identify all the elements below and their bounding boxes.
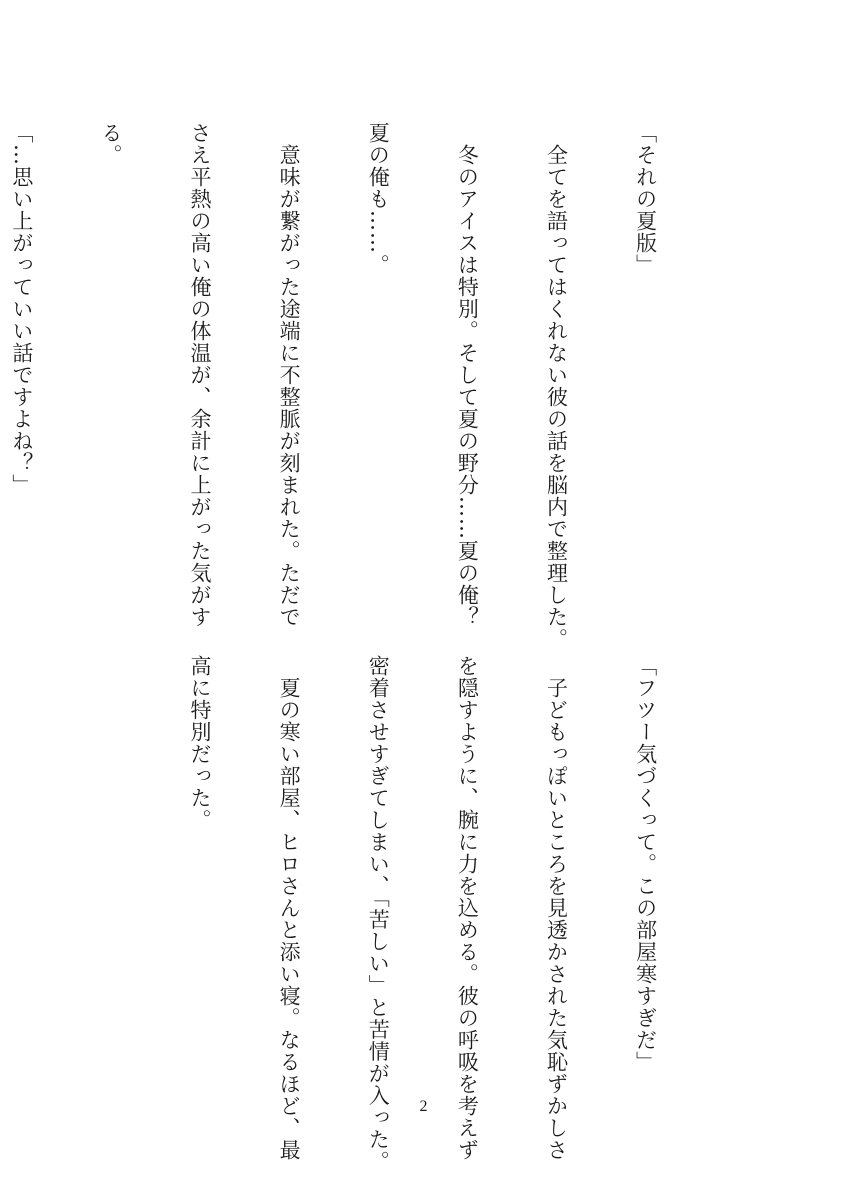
text-line: 意味が繋がった途端に不整脈が刻まれた。ただで xyxy=(277,122,302,628)
upper-text-block xyxy=(0,122,719,650)
text-line: 「フツー気づくって。この部屋寒すぎだ」 xyxy=(633,655,658,1073)
text-line: る。 xyxy=(98,122,123,166)
text-line: 高に特別だった。 xyxy=(188,655,213,831)
text-line: 夏の寒い部屋、ヒロさんと添い寝。なるほど、最 xyxy=(277,655,302,1161)
lower-text-block xyxy=(125,655,719,1173)
text-line: 夏の俺も……。 xyxy=(366,122,391,276)
page-number: 2 xyxy=(419,1098,428,1115)
text-line: 子どもっぽいところを見透かされた気恥ずかしさ xyxy=(544,655,569,1161)
text-line: 「…思い上がっていい話ですよね？」 xyxy=(9,122,34,496)
text-line: 冬のアイスは特別。そして夏の野分……夏の俺？ xyxy=(455,122,480,628)
text-line: を隠すように、腕に力を込める。彼の呼吸を考えず xyxy=(455,655,480,1161)
text-line: 密着させすぎてしまい、「苦しい」と苦情が入った。 xyxy=(366,655,391,1173)
text-line: さえ平熱の高い俺の体温が、余計に上がった気がす xyxy=(188,122,213,628)
text-line: 全てを語ってはくれない彼の話を脳内で整理した。 xyxy=(544,122,569,650)
text-line: 「それの夏版」 xyxy=(633,122,658,276)
